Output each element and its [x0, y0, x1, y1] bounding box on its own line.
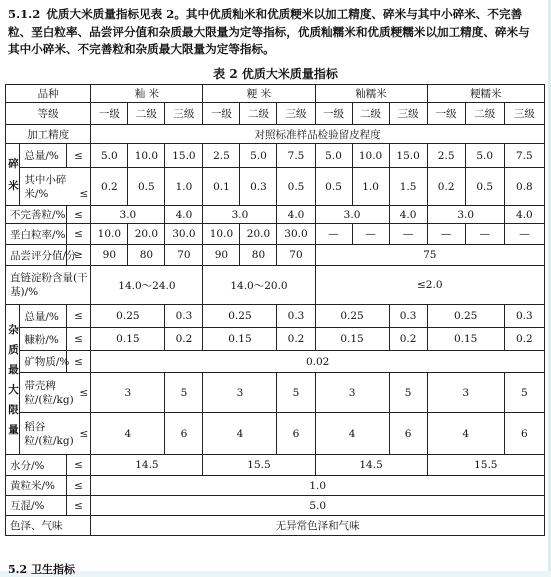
table-cell: 0.15 [203, 328, 277, 351]
taste-label: 品尝评分值/分 [6, 245, 67, 266]
color-value: 无异常色泽和气味 [91, 516, 545, 536]
table-cell: 1.0 [352, 168, 389, 206]
table-cell: 7.5 [504, 144, 544, 168]
table-cell: 3 [315, 373, 389, 413]
moisture-op: ≤ [66, 455, 91, 476]
table-cell: 15.5 [427, 455, 544, 476]
table-cell: 80 [240, 245, 277, 266]
table-cell: 0.3 [277, 305, 315, 328]
impurity-group-label [6, 305, 20, 455]
processing-value: 对照标准样品检验留皮程度 [91, 125, 545, 144]
grade-cell: 三级 [277, 103, 315, 125]
row-bran [6, 328, 545, 351]
row-husk [6, 373, 545, 413]
table-cell: — [427, 224, 465, 245]
processing-label: 加工精度 [6, 125, 91, 144]
table-cell: 5 [504, 373, 544, 413]
table-cell: 0.15 [427, 328, 504, 351]
row-amylose [6, 266, 545, 305]
impurity-total-label: 总量/% [20, 305, 66, 328]
table-cell: 10.0 [91, 224, 128, 245]
row-taste [6, 245, 545, 266]
table-cell: — [504, 224, 544, 245]
row-mineral [6, 351, 545, 373]
table-cell: 0.3 [165, 305, 203, 328]
table-cell: 0.25 [203, 305, 277, 328]
row-yellow [6, 476, 545, 496]
variety-japonica: 粳 米 [203, 85, 315, 103]
row-imperfect [6, 206, 545, 224]
table-cell: — [389, 224, 427, 245]
table-cell: 5 [277, 373, 315, 413]
row-broken-small [6, 168, 545, 206]
paddy-op: ≤ [79, 427, 89, 440]
table-cell: — [465, 224, 504, 245]
grade-cell: 二级 [128, 103, 165, 125]
grade-header: 等级 [6, 103, 91, 125]
impurity-group-text: 杂质最大限量 [8, 323, 19, 436]
table-cell: 3.0 [427, 206, 504, 224]
paddy-label [20, 413, 91, 455]
table-cell: 0.15 [315, 328, 389, 351]
mixed-label: 互混/% [6, 496, 67, 516]
row-mixed [6, 496, 545, 516]
section-number: 5.1.2 [8, 7, 41, 21]
table-cell: 0.2 [427, 168, 465, 206]
table-cell: 0.15 [91, 328, 165, 351]
table-cell: 5.0 [91, 144, 128, 168]
table-cell: 0.25 [427, 305, 504, 328]
variety-indica: 籼 米 [91, 85, 203, 103]
impurity-total-op: ≤ [66, 305, 91, 328]
table-cell: 14.0～24.0 [91, 266, 203, 305]
grade-cell: 一级 [203, 103, 240, 125]
table-cell: 2.5 [427, 144, 465, 168]
quality-table [5, 84, 545, 536]
row-paddy [6, 413, 545, 455]
table-cell: 0.2 [504, 328, 544, 351]
mineral-value: 0.02 [91, 351, 545, 373]
table-cell: 0.5 [128, 168, 165, 206]
row-broken-total [6, 144, 545, 168]
header-row-variety [6, 85, 545, 103]
broken-total-op: ≤ [66, 144, 91, 168]
taste-op: ≥ [66, 245, 91, 266]
table-cell: 3 [427, 373, 504, 413]
table-cell: 5 [165, 373, 203, 413]
table-cell: 3.0 [203, 206, 277, 224]
mineral-label: 矿物质/% [20, 351, 66, 373]
table-cell: 80 [128, 245, 165, 266]
table-cell: 0.2 [91, 168, 128, 206]
mineral-op: ≤ [66, 351, 91, 373]
grade-cell: 一级 [427, 103, 465, 125]
broken-group-label [6, 144, 20, 206]
imperfect-op: ≤ [66, 206, 91, 224]
husk-op: ≤ [79, 386, 89, 399]
table-cell: 70 [277, 245, 315, 266]
table-cell: 6 [165, 413, 203, 455]
row-processing [6, 125, 545, 144]
table-cell: 4 [203, 413, 277, 455]
table-cell: 14.5 [91, 455, 203, 476]
bran-op: ≤ [66, 328, 91, 351]
table-cell: 5 [389, 373, 427, 413]
table-cell: 1.0 [165, 168, 203, 206]
row-impurity-total [6, 305, 545, 328]
table-cell: 0.3 [240, 168, 277, 206]
table-cell: 30.0 [277, 224, 315, 245]
bran-label: 糠粉/% [20, 328, 66, 351]
husk-label [20, 373, 91, 413]
mixed-op: ≤ [66, 496, 91, 516]
broken-small-op: ≤ [79, 187, 89, 200]
color-label: 色泽、气味 [6, 516, 91, 536]
row-color [6, 516, 545, 536]
table-cell: 0.3 [504, 305, 544, 328]
table-cell: 6 [504, 413, 544, 455]
table-cell: 5.0 [240, 144, 277, 168]
table-cell: 14.0～20.0 [203, 266, 315, 305]
table-cell: 15.5 [203, 455, 315, 476]
table-cell: 0.2 [389, 328, 427, 351]
table-cell: 0.8 [504, 168, 544, 206]
table-cell: 15.0 [165, 144, 203, 168]
variety-header: 品种 [6, 85, 91, 103]
table-cell: 20.0 [128, 224, 165, 245]
chalky-op: ≤ [66, 224, 91, 245]
paddy-label-text: 稻谷粒/(粒/kg) [24, 420, 74, 447]
intro-paragraph [8, 6, 540, 59]
table-cell: 3 [91, 373, 165, 413]
table-cell: 90 [91, 245, 128, 266]
table-cell: 0.5 [277, 168, 315, 206]
next-section-heading: 5.2 卫生指标 [8, 563, 75, 576]
table-cell: 15.0 [389, 144, 427, 168]
table-cell: 0.2 [165, 328, 203, 351]
variety-glutinous-japonica: 粳糯米 [427, 85, 544, 103]
row-chalky [6, 224, 545, 245]
table-cell: 70 [165, 245, 203, 266]
husk-label-text: 带壳稗粒/(粒/kg) [24, 379, 74, 406]
table-cell: 3.0 [91, 206, 165, 224]
table-cell: 3.0 [315, 206, 389, 224]
yellow-value: 1.0 [91, 476, 545, 496]
table-cell: — [352, 224, 389, 245]
broken-total-label: 总量/% [20, 144, 66, 168]
table-cell: 0.5 [465, 168, 504, 206]
table-cell: 90 [203, 245, 240, 266]
table-cell: 0.1 [203, 168, 240, 206]
table-cell: 5.0 [465, 144, 504, 168]
table-cell: 4 [315, 413, 389, 455]
table-cell: 7.5 [277, 144, 315, 168]
table-cell: 4 [91, 413, 165, 455]
table-cell: ≤2.0 [315, 266, 544, 305]
yellow-label: 黄粒米/% [6, 476, 67, 496]
yellow-op: ≤ [66, 476, 91, 496]
variety-glutinous-indica: 籼糯米 [315, 85, 427, 103]
broken-group-text: 碎米 [8, 157, 19, 192]
table-cell: 0.25 [91, 305, 165, 328]
taste-glutinous-value: 75 [315, 245, 544, 266]
table-cell: 0.2 [277, 328, 315, 351]
table-cell: 0.5 [315, 168, 352, 206]
table-cell: 0.25 [315, 305, 389, 328]
table-cell: 10.0 [352, 144, 389, 168]
table-cell: 4 [427, 413, 504, 455]
table-cell: 14.5 [315, 455, 427, 476]
grade-cell: 一级 [315, 103, 352, 125]
grade-cell: 一级 [91, 103, 128, 125]
chalky-label: 垩白粒率/% [6, 224, 67, 245]
broken-small-label-text: 其中小碎米/% [24, 173, 67, 200]
grade-cell: 三级 [165, 103, 203, 125]
broken-small-label [20, 168, 91, 206]
table-cell: 4.0 [389, 206, 427, 224]
table-cell: 4.0 [165, 206, 203, 224]
table-cell: 30.0 [165, 224, 203, 245]
table-cell: 0.3 [389, 305, 427, 328]
grade-cell: 三级 [389, 103, 427, 125]
header-row-grade [6, 103, 545, 125]
amylose-label: 直链淀粉含量(干基)/% [6, 266, 91, 305]
grade-cell: 二级 [465, 103, 504, 125]
table-cell: 5.0 [315, 144, 352, 168]
row-moisture [6, 455, 545, 476]
mixed-value: 5.0 [91, 496, 545, 516]
moisture-label: 水分/% [6, 455, 67, 476]
table-cell: 4.0 [277, 206, 315, 224]
table-cell: 10.0 [203, 224, 240, 245]
table-cell: 6 [389, 413, 427, 455]
table-cell: 4.0 [504, 206, 544, 224]
table-cell: 6 [277, 413, 315, 455]
table-cell: 3 [203, 373, 277, 413]
table-cell: 1.5 [389, 168, 427, 206]
table-title: 表 2 优质大米质量指标 [213, 67, 338, 81]
table-cell: 20.0 [240, 224, 277, 245]
grade-cell: 二级 [352, 103, 389, 125]
table-cell: 2.5 [203, 144, 240, 168]
table-cell: — [315, 224, 352, 245]
table-cell: 10.0 [128, 144, 165, 168]
grade-cell: 二级 [240, 103, 277, 125]
imperfect-label: 不完善粒/% [6, 206, 67, 224]
grade-cell: 三级 [504, 103, 544, 125]
intro-text: 优质大米质量指标见表 2。其中优质籼米和优质粳米以加工精度、碎米与其中小碎米、不完善粒、垩白粒率、品尝评分值和杂质最大限量为定等指标，优质籼糯米和优质粳糯米以加工精度、碎米与其中小碎米、不完善粒和杂质最大限量为定等指标。 [8, 7, 530, 56]
